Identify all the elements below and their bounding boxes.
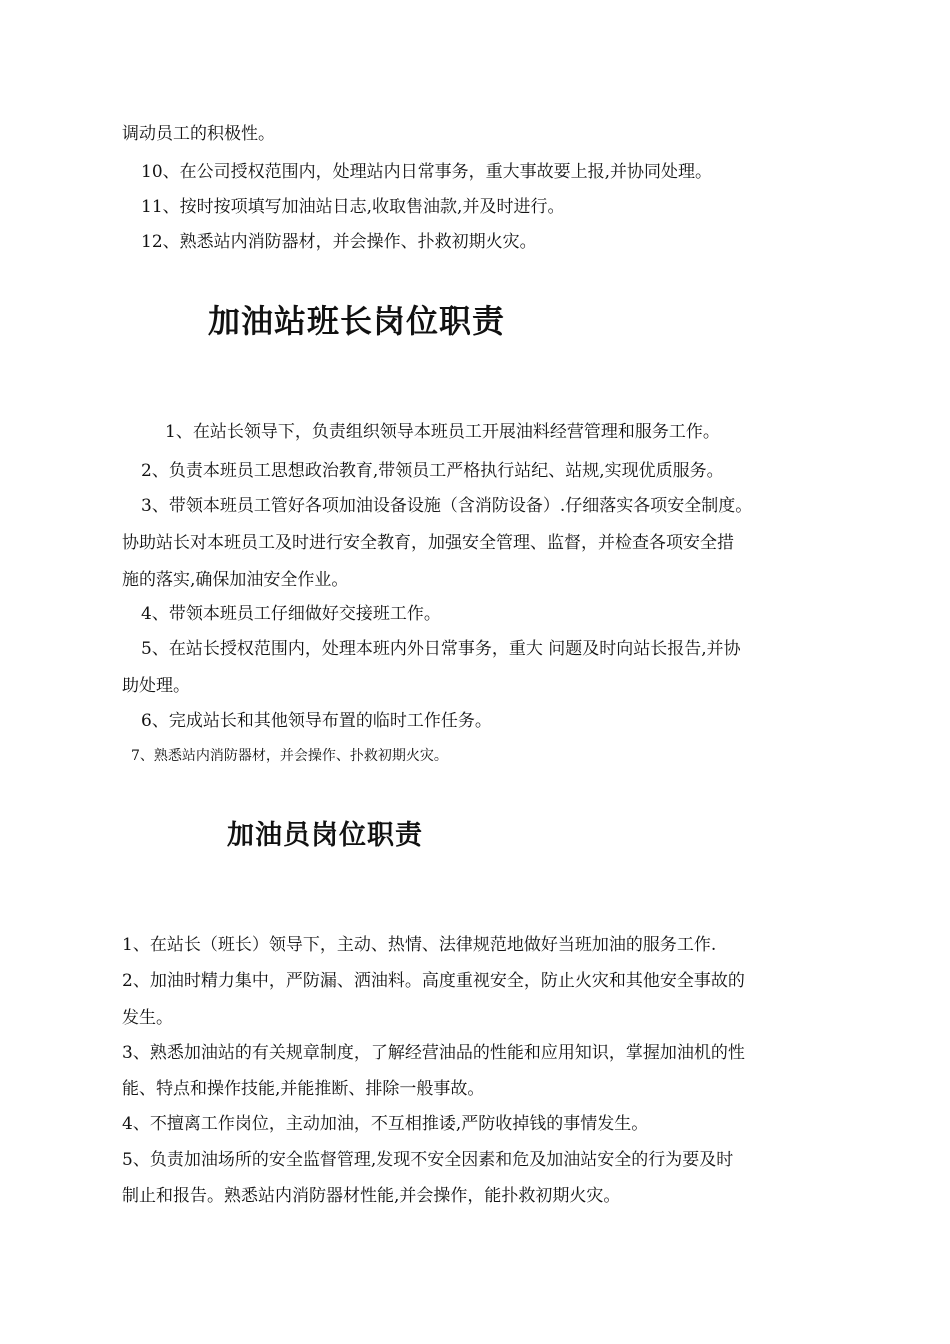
paragraph-line: 调动员工的积极性。 [122, 124, 275, 144]
paragraph-line: 制止和报告。熟悉站内消防器材性能,并会操作，能扑救初期火灾。 [122, 1186, 621, 1206]
paragraph-line: 12、熟悉站内消防器材，并会操作、扑救初期火灾。 [141, 232, 537, 252]
paragraph-line: 3、熟悉加油站的有关规章制度，了解经营油品的性能和应用知识，掌握加油机的性 [122, 1043, 745, 1063]
paragraph-line: 11、按时按项填写加油站日志,收取售油款,并及时进行。 [141, 197, 565, 217]
paragraph-line: 协助站长对本班员工及时进行安全教育，加强安全管理、监督，并检查各项安全措 [122, 533, 734, 553]
paragraph-line: 施的落实,确保加油安全作业。 [122, 570, 349, 590]
paragraph-line: 1、在站长（班长）领导下，主动、热情、法律规范地做好当班加油的服务工作. [122, 935, 717, 955]
paragraph-line: 10、在公司授权范围内，处理站内日常事务，重大事故要上报,并协同处理。 [141, 162, 713, 182]
paragraph-line: 5、负责加油场所的安全监督管理,发现不安全因素和危及加油站安全的行为要及时 [122, 1150, 734, 1170]
paragraph-line: 5、在站长授权范围内，处理本班内外日常事务，重大 问题及时向站长报告,并协 [141, 639, 741, 659]
section-title-attendant: 加油员岗位职责 [227, 820, 423, 851]
paragraph-line: 3、带领本班员工管好各项加油设备设施（含消防设备）.仔细落实各项安全制度。 [141, 496, 753, 516]
paragraph-line: 7、熟悉站内消防器材，并会操作、扑救初期火灾。 [131, 748, 448, 764]
paragraph-line: 6、完成站长和其他领导布置的临时工作任务。 [141, 711, 492, 731]
paragraph-line: 助处理。 [122, 676, 190, 696]
section-title-monitor: 加油站班长岗位职责 [208, 302, 506, 340]
paragraph-line: 2、加油时精力集中，严防漏、洒油料。高度重视安全，防止火灾和其他安全事故的 [122, 971, 745, 991]
paragraph-line: 4、不擅离工作岗位，主动加油，不互相推诿,严防收掉钱的事情发生。 [122, 1114, 649, 1134]
paragraph-line: 能、特点和操作技能,并能推断、排除一般事故。 [122, 1079, 485, 1099]
paragraph-line: 2、负责本班员工思想政治教育,带领员工严格执行站纪、站规,实现优质服务。 [141, 461, 724, 481]
paragraph-line: 4、带领本班员工仔细做好交接班工作。 [141, 604, 441, 624]
paragraph-line: 发生。 [122, 1008, 173, 1028]
paragraph-line: 1、在站长领导下，负责组织领导本班员工开展油料经营管理和服务工作。 [165, 422, 720, 442]
